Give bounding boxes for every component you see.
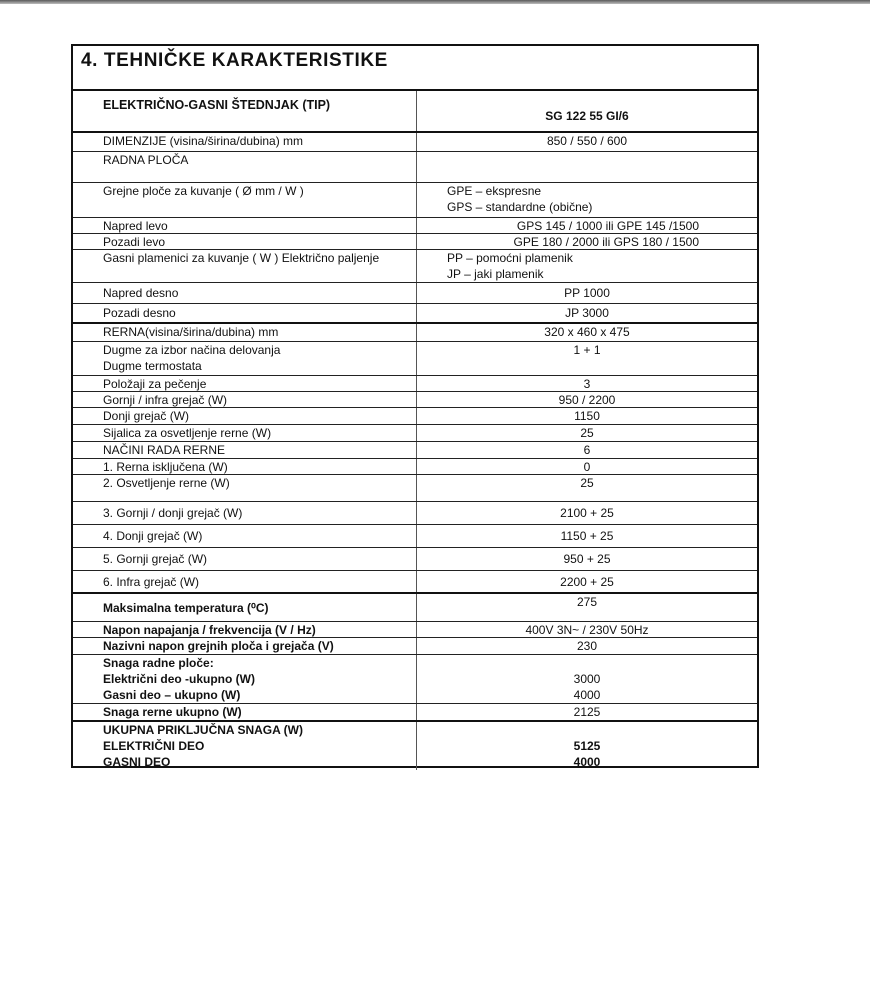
row-value-line: GPE – ekspresne (447, 184, 542, 198)
header-label: ELEKTRIČNO-GASNI ŠTEDNJAK (TIP) (73, 91, 417, 131)
row-value-line: 950 + 25 (563, 552, 611, 566)
row-label-line: 3. Gornji / donji grejač (W) (103, 506, 243, 520)
row-value-line: 6 (583, 443, 591, 457)
row-label (73, 183, 417, 217)
table-row (73, 594, 757, 622)
row-value (417, 594, 757, 621)
viewer-top-edge (0, 0, 870, 4)
row-label (73, 571, 417, 592)
row-label (73, 459, 417, 474)
row-value-line: 1150 + 25 (560, 529, 614, 543)
row-label (73, 250, 417, 282)
row-value-line: 3000 (573, 672, 601, 686)
row-value (417, 655, 757, 703)
row-value (417, 133, 757, 151)
table-row (73, 425, 757, 442)
row-label-line: Gasni plamenici za kuvanje ( W ) Električno paljenje (103, 251, 380, 265)
row-value-line: 230 (576, 639, 598, 653)
table-row (73, 183, 757, 218)
row-value-line: 4000 (573, 688, 601, 702)
row-label-line: RERNA(visina/širina/dubina) mm (103, 325, 279, 339)
row-value (417, 250, 757, 282)
header-value: SG 122 55 GI/6 (545, 109, 629, 123)
row-label-line: 6. Infra grejač (W) (103, 574, 200, 589)
table-row (73, 548, 757, 571)
row-label (73, 442, 417, 458)
table-row (73, 218, 757, 234)
row-label (73, 502, 417, 524)
table-row (73, 152, 757, 183)
title-row (73, 46, 757, 91)
row-value (417, 183, 757, 217)
row-label-line: Maksimalna temperatura (⁰C) (103, 600, 269, 615)
row-label (73, 408, 417, 424)
row-value (417, 152, 757, 182)
row-value-line: 400V 3N~ / 230V 50Hz (525, 623, 649, 637)
row-label-line: Dugme za izbor načina delovanja (103, 343, 281, 357)
row-value-line: 0 (583, 460, 591, 474)
row-value-line: 950 / 2200 (558, 393, 616, 407)
section-title: 4. TEHNIČKE KARAKTERISTIKE (81, 50, 388, 71)
table-row (73, 459, 757, 475)
row-label (73, 234, 417, 249)
row-value (417, 622, 757, 637)
row-label (73, 342, 417, 375)
row-value (417, 475, 757, 501)
row-label-line: Napred desno (103, 286, 179, 300)
row-label-line: NAČINI RADA RERNE (103, 443, 226, 457)
row-value-line: JP – jaki plamenik (447, 267, 544, 281)
row-value-line: 25 (580, 426, 594, 440)
table-row (73, 342, 757, 376)
row-value-line: 1150 (574, 409, 600, 423)
row-label (73, 425, 417, 441)
row-value (417, 218, 757, 233)
row-label (73, 622, 417, 637)
row-value-line: 5125 (573, 739, 601, 753)
row-value-line: 25 (580, 476, 594, 490)
row-label-line: Grejne ploče za kuvanje ( Ø mm / W ) (103, 184, 304, 198)
row-label-line: Pozadi levo (103, 235, 166, 249)
row-label-line: 4. Donji grejač (W) (103, 529, 203, 543)
row-value-line: GPS 145 / 1000 ili GPE 145 /1500 (516, 219, 699, 233)
table-row (73, 376, 757, 392)
table-row (73, 704, 757, 722)
row-label (73, 548, 417, 570)
row-label (73, 376, 417, 391)
row-label (73, 392, 417, 407)
row-value-line (417, 655, 757, 671)
spec-table (71, 44, 759, 768)
row-label (73, 704, 417, 720)
row-value (417, 408, 757, 424)
row-value (417, 324, 757, 341)
row-value-line: 850 / 550 / 600 (546, 134, 628, 148)
row-value (417, 425, 757, 441)
table-row (73, 502, 757, 525)
table-row (73, 525, 757, 548)
row-label (73, 218, 417, 233)
row-value (417, 283, 757, 303)
row-value-line: GPE 180 / 2000 ili GPS 180 / 1500 (513, 235, 699, 249)
row-value-line: 3 (583, 377, 591, 391)
row-value-line: 4000 (573, 755, 601, 769)
row-value (417, 392, 757, 407)
row-label (73, 525, 417, 547)
table-row (73, 475, 757, 502)
table-row (73, 638, 757, 655)
row-value-line: 1 + 1 (573, 343, 601, 357)
row-label (73, 283, 417, 303)
row-value-line: PP – pomoćni plamenik (447, 251, 573, 265)
row-label-line: Napon napajanja / frekvencija (V / Hz) (103, 623, 316, 637)
table-row (73, 442, 757, 459)
row-value-line: JP 3000 (565, 306, 609, 320)
row-label-line: Položaji za pečenje (103, 377, 207, 391)
row-label (73, 722, 417, 770)
row-label-line: RADNA PLOČA (103, 153, 189, 167)
row-label-line: 5. Gornji grejač (W) (103, 552, 208, 566)
row-label-line: Donji grejač (W) (103, 409, 190, 423)
row-value (417, 459, 757, 474)
row-label-line: Gornji / infra grejač (W) (103, 393, 228, 407)
row-label-line: GASNI DEO (103, 755, 171, 769)
row-value (417, 722, 757, 770)
row-label (73, 594, 417, 621)
row-label-line: Pozadi desno (103, 306, 176, 320)
row-value-line: 2100 + 25 (560, 506, 614, 520)
row-label-line: 2. Osvetljenje rerne (W) (103, 476, 230, 490)
row-label-line: Dugme termostata (103, 359, 202, 373)
row-label (73, 638, 417, 654)
row-value (417, 502, 757, 524)
row-value-line: 2200 + 25 (560, 574, 614, 589)
row-value-line: 2125 (573, 705, 601, 719)
row-label-line: DIMENZIJE (visina/širina/dubina) mm (103, 134, 304, 148)
table-row (73, 324, 757, 342)
row-value (417, 442, 757, 458)
row-label-line: 1. Rerna isključena (W) (103, 460, 228, 474)
row-value (417, 571, 757, 592)
table-row (73, 234, 757, 250)
row-label-line: Snaga rerne ukupno (W) (103, 705, 242, 719)
table-row (73, 722, 757, 770)
row-label-line: Gasni deo – ukupno (W) (103, 688, 241, 702)
row-value (417, 342, 757, 375)
row-value-line: 320 x 460 x 475 (544, 325, 630, 339)
table-row (73, 655, 757, 704)
row-value (417, 376, 757, 391)
row-label (73, 475, 417, 501)
table-row (73, 283, 757, 304)
table-row (73, 304, 757, 324)
row-label (73, 324, 417, 341)
row-value-line: 275 (576, 595, 598, 609)
row-label-line: Nazivni napon grejnih ploča i grejača (V) (103, 639, 334, 653)
row-label (73, 304, 417, 322)
row-label-line: Električni deo -ukupno (W) (103, 672, 255, 686)
row-value-line: PP 1000 (564, 286, 610, 300)
table-row (73, 392, 757, 408)
row-label-line: Sijalica za osvetljenje rerne (W) (103, 426, 272, 440)
row-value (417, 525, 757, 547)
row-label (73, 655, 417, 703)
table-row (73, 408, 757, 425)
row-label-line: ELEKTRIČNI DEO (103, 739, 205, 753)
row-value-line (417, 722, 757, 738)
row-value (417, 234, 757, 249)
row-label-line: Napred levo (103, 219, 168, 233)
row-value-line: GPS – standardne (obične) (447, 200, 593, 214)
row-label-line: UKUPNA PRIKLJUČNA SNAGA (W) (103, 723, 303, 737)
table-row (73, 250, 757, 283)
row-value (417, 638, 757, 654)
row-label (73, 152, 417, 182)
table-row (73, 622, 757, 638)
row-value (417, 704, 757, 720)
table-row (73, 571, 757, 594)
header-row (73, 91, 757, 133)
row-value (417, 304, 757, 322)
table-row (73, 133, 757, 152)
row-label-line: Snaga radne ploče: (103, 656, 214, 670)
row-label (73, 133, 417, 151)
row-value (417, 548, 757, 570)
